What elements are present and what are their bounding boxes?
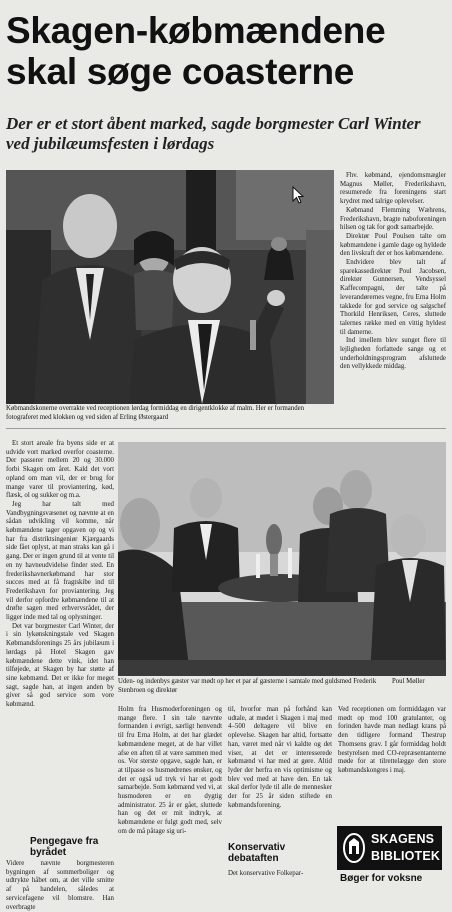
headline-line-1: Skagen-købmændene	[6, 10, 386, 51]
logo-text-bibliotek: BIBLIOTEK	[371, 849, 441, 863]
library-section-heading: Bøger for voksne	[340, 873, 423, 884]
horizontal-rule	[6, 428, 446, 429]
paragraph: Endvidere blev talt af sparekassedirektør Poul Jacobsen, direktør Gunnersen, Vendsyssel Kaffecompagni, der talte på leverandørernes vegne, fru Erna Holm takkede for god service og salgschef Thorkild Henriksen, Ceres, sluttede talernes række med en vittig hyldest til damerne.	[340, 259, 446, 336]
paragraph: Jeg har talt med Vandbygningsvæsenet og nævnte at en sådan udvikling vil komme, når købmændene tager opgaven op og vi har fra distriktsingeniør Kjærgaards side fået oplyst, at man straks kan gå i gang. Der er ingen grund til at vente til en ny havneudvidelse finder sted. En frederikshavnerkøbmand har stor succes med at få fragtskibe ind til Frederikshavn for proviantering. Jeg vil derfor opfordre købmændene til at drøfte sagen med erhvervsrådet, der ligger inde med tal og oplysninger.	[6, 500, 114, 622]
photo-caption-1: Købmandskonerne overrakte ved receptionen lørdag formiddag en dirigentklokke af malm. Her er formanden fotograferet med klokken og ved siden af Erling Østergaard	[6, 405, 305, 421]
library-emblem-icon	[342, 832, 366, 864]
right-top-column	[340, 172, 446, 372]
headline	[6, 10, 446, 92]
section-heading-money-gift: Pengegave fra byrådet	[30, 836, 99, 858]
column-4: Ved receptionen om formiddagen var mødt op mod 100 gratulanter, og forinden havde man nedlagt krans på den tidligere formand Thestrup Thomsens grav. I går formiddag holdt bestyrelsen med CO-repræsentanterne møde for at tilrettelægge den store købmandskongres i maj.	[338, 706, 446, 774]
photo-caption-2: Uden- og indenbys gæster var mødt op her et par af gæsterne i samtale med guldsmed Frederik Stenbroen og direktør	[118, 678, 377, 694]
column-2: Holm fra Husmoderforeningen og mange flere. I sin tale nævnte formanden i øvrigt, særligt henvendt til fru Erna Holm, at det har glædet købmændene meget, at de har villet afse en aften til at være sammen med os. Vor sterste opgave, sagde han, er at tilpasse os husmødrenes ønsker, og det er også ud tryk vi har et godt samarbejde. Som købmænd ved vi, at husmoderen er en dygtig administrator. 25 år er gået, sluttede han og det er mit indtryk, at købmændene er fulgt godt med, selv om de må påtage sig uri-	[118, 706, 222, 835]
left-column	[6, 440, 114, 710]
photo-caption-2-name: Poul Møller	[392, 678, 425, 685]
left-column-continuation: Videre nævnte borgmesteren bygningen af sommerboliger og udtrykte håbet om, at det ville smitte af på handelen, således at servicefagene vil blomstre. Han overbragte	[6, 860, 114, 911]
logo-text-skagens: SKAGENS	[371, 832, 435, 846]
photo-jubilee-bell	[6, 170, 334, 404]
paragraph: Købmand Flemming Wæhrens, Frederikshavn, bragte naboforeningen hilsen og tak for godt samarbejde.	[340, 206, 446, 232]
column-3: til, hvorfor man på forhånd kan udtale, at mødet i Skagen i maj med 4–500 deltagere vil blive en oplevelse. Skagen har altid, fortsatte han, været med når vi kaldte og det viser, at det er interesserede købmænd vi har med at gøre. Altid lyder der herfra en vis optimisme og blev ved med at have den. En tak skal derfor lyde til alle de mennesker der for 25 år siden stiftede en købmandsforening.	[228, 706, 332, 809]
paragraph: Det var borgmester Carl Winter, der i sin lykønskningstale ved Skagen Købmandsforenings 25 års jubilæum i lørdags på Hotel Skagen gav købmændene dette vink, idet han tilføjede, at Skagen by har støtte af sine købmænd. Det er ikke for meget sagt, sagde han, at ingen anden by giver så god service som vore købmænd.	[6, 622, 114, 709]
paragraph: Ind imellem blev sunget flere til lejligheden forfattede sange og et underholdningsprogram afsluttede den vellykkede middag.	[340, 337, 446, 371]
paragraph: Direktør Poul Poulsen talte om købmændene i gamle dage og hyldede den livskraft der er hos købmændene.	[340, 232, 446, 258]
section-heading-conservative-debate: Konservativ debataften	[228, 842, 286, 864]
subheadline: Der er et stort åbent marked, sagde borgmester Carl Winter ved jubilæumsfesten i lørdags	[6, 114, 421, 153]
column-3-continuation: Det konservative Folkepar-	[228, 870, 304, 877]
library-logo	[337, 826, 442, 870]
photo-guests-conversation	[118, 442, 446, 676]
paragraph: Fhv. købmand, ejendomsmægler Magnus Møller, Frederikshavn, resumerede fra foreningens start krydret med talrige oplevelser.	[340, 172, 446, 206]
mouse-cursor-icon	[292, 186, 304, 204]
headline-line-2: skal søge coasterne	[6, 51, 355, 92]
paragraph: Et stort areale fra byens side er at udvide vort marked overfor coasterne. Der passerer mellem 20 og 30.000 forbi Skagen om året. Kald det vort opland om man vil, der er brug for mange varer til proviantering, kød, flæsk, ol og sukker og m.a.	[6, 440, 114, 500]
